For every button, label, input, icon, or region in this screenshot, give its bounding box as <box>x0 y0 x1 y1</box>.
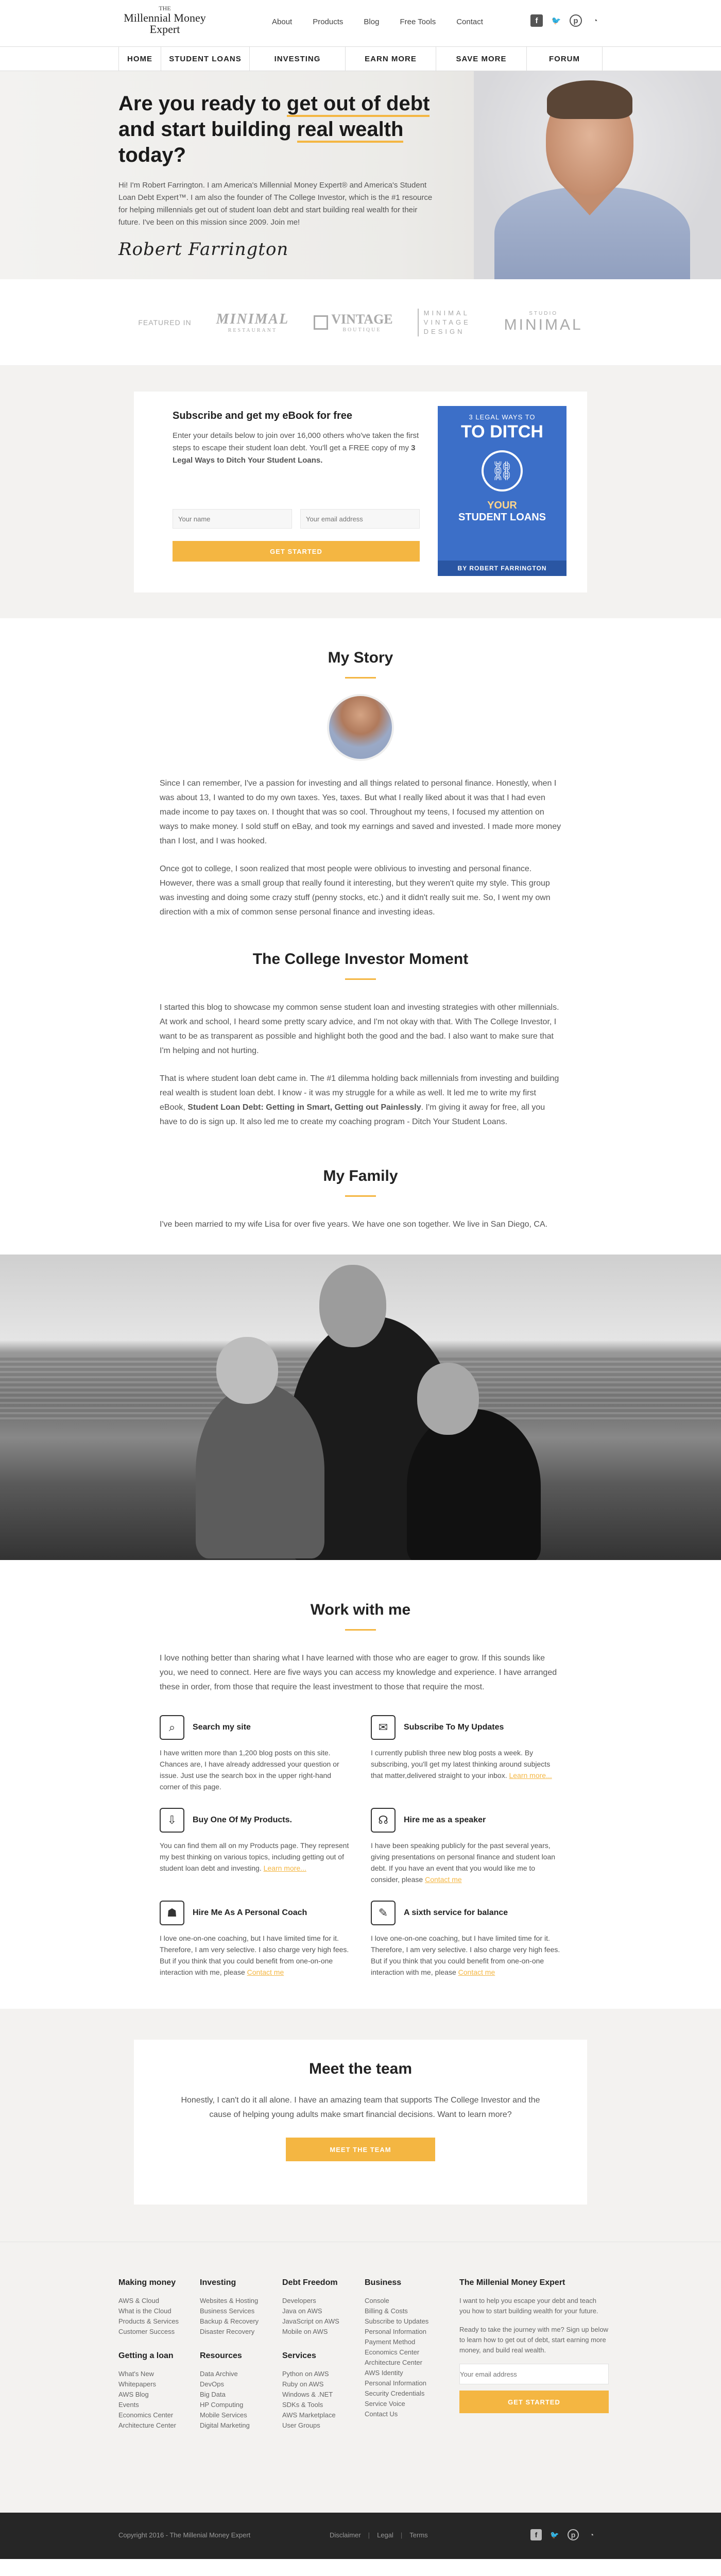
work-option-text: I have been speaking publicly for the past several years, giving presentations on personal finance and student loan debt. If you have an event that you would like me to consider, please <box>371 1841 556 1884</box>
college-investor-section <box>0 933 721 1129</box>
work-with-me-title: Work with me <box>310 1601 411 1618</box>
footer-link[interactable]: Security Credentials <box>365 2389 425 2397</box>
work-option-text: I love one-on-one coaching, but I have limited time for it. Therefore, I am very selective. I also charge very high fees. But if you think that you could benefit from one-on-one interaction with me, please <box>371 1934 560 1976</box>
footer-about-text: I want to help you escape your debt and teach you how to start building wealth for your future. <box>459 2297 598 2315</box>
footer-link[interactable]: AWS Marketplace <box>282 2411 336 2419</box>
top-bar <box>0 0 721 46</box>
work-option-text: I currently publish three new blog posts a week. By subscribing, you'll get my latest thinking around subjects that matter,delivered straight to your inbox. <box>371 1749 551 1780</box>
footer-col-title: Services <box>282 2351 316 2360</box>
college-investor-paragraph: I started this blog to showcase my common sense student loan and investing strategies with other millennials. At work and school, I heard some pretty scary advice, and I'm not okay with that. With The College Investor, I want to be as transparent as possible and highlight both the good and the bad. I also want to make sure that I'm helping and not hurting. <box>160 1003 559 1055</box>
ebook-author: BY ROBERT FARRINGTON <box>438 561 566 576</box>
footer-link[interactable]: AWS & Cloud <box>118 2297 159 2304</box>
meet-team-title: Meet the team <box>308 2060 413 2077</box>
my-story-paragraph: Since I can remember, I've a passion for investing and all things related to personal finance. Honestly, when I was about 13, I wanted to do my own taxes. Yes, taxes. But what I really liked about it was that I had even made income to pay taxes on. I thought that was so cool. Throughout my teens, I focused my attention on ways to make money. I sold stuff on eBay, and took my earnings and saved and invested. I made more money than I lost, and I was hooked. <box>160 779 561 845</box>
site-footer <box>0 2242 721 2513</box>
footer-link[interactable]: SDKs & Tools <box>282 2401 323 2409</box>
footer-link[interactable]: Console <box>365 2297 389 2304</box>
work-option-subscribe <box>371 1715 561 1792</box>
section-divider <box>345 978 376 980</box>
work-option-body <box>160 1840 350 1874</box>
contact-me-link[interactable]: Contact me <box>425 1875 462 1884</box>
work-option-search <box>160 1715 350 1792</box>
brand-name: MINIMAL <box>216 311 289 327</box>
disclaimer-link[interactable]: Disclaimer <box>330 2531 361 2539</box>
work-option-speaker <box>371 1808 561 1885</box>
logo-the: THE <box>159 5 171 12</box>
footer-link[interactable]: Ruby on AWS <box>282 2380 324 2388</box>
footer-link[interactable]: Disaster Recovery <box>200 2328 255 2335</box>
author-avatar <box>327 694 394 761</box>
hero-intro: Hi! I'm Robert Farrington. I am America's Millennial Money Expert® and America's Student Loan Debt Expert™. I am also the founder of The College Investor, which is the #1 resource for helping millennials get out of student loan debt and start building real wealth for their future. I've been on this mission since 2009. Join me! <box>118 181 433 227</box>
terms-link[interactable]: Terms <box>409 2531 428 2539</box>
footer-link[interactable]: Python on AWS <box>282 2370 329 2378</box>
footer-link[interactable]: Mobile on AWS <box>282 2328 328 2335</box>
footer-about-title: The Millenial Money Expert <box>459 2278 565 2287</box>
coach-icon: ☗ <box>160 1901 184 1925</box>
footer-about-text: Ready to take the journey with me? Sign up below to learn how to get out of debt, start earning more money, and build real wealth. <box>459 2326 609 2354</box>
my-family-section <box>0 1143 721 1560</box>
footer-link[interactable]: Economics Center <box>118 2411 174 2419</box>
work-option-body <box>160 1933 350 1978</box>
work-option-sixth <box>371 1901 561 1978</box>
college-investor-text <box>160 1001 561 1129</box>
ebook-cover <box>438 406 566 576</box>
work-with-me-intro-text: I love nothing better than sharing what I have learned with those who are eager to grow. If this sounds like you, we need to connect. Here are five ways you can access my knowledge and experience. I have arranged these in order, from those that require the least investment to those that require the most. <box>160 1654 557 1691</box>
my-story-paragraph: Once got to college, I soon realized that most people were oblivious to investing and personal finance. However, there was a small group that really found it interesting, but they weren't quite my style. This group was investing and doing some crazy stuff (penny stocks, etc.) and it didn't really suit me. So, I went my own direction with a mix of common sense personal finance and investing ideas. <box>160 865 551 917</box>
logo-line1: Millennial Money <box>124 11 206 24</box>
hero-section <box>0 71 721 279</box>
footer-link[interactable]: User Groups <box>282 2421 320 2429</box>
footer-link[interactable]: Java on AWS <box>282 2307 322 2315</box>
footer-link[interactable]: Mobile Services <box>200 2411 247 2419</box>
college-investor-p2-suffix: . I'm giving it away for free, all you have to do is sign up. It also led me to create my coaching program - Ditch Your Student Loans. <box>160 1103 545 1126</box>
footer-col-title: Investing <box>200 2278 236 2287</box>
main-nav-save-more[interactable]: SAVE MORE <box>436 47 526 71</box>
footer-get-started-button[interactable]: GET STARTED <box>459 2391 609 2413</box>
legal-link[interactable]: Legal <box>377 2531 393 2539</box>
bottom-bar <box>0 2513 721 2559</box>
footer-link[interactable]: What is the Cloud <box>118 2307 171 2315</box>
brand-name: VINTAGE <box>331 312 393 327</box>
hero-text <box>118 91 458 260</box>
top-nav-contact[interactable]: Contact <box>456 18 483 26</box>
learn-more-link[interactable]: Learn more... <box>263 1864 306 1872</box>
footer-col-investing <box>200 2278 277 2431</box>
footer-link[interactable]: Subscribe to Updates <box>365 2317 429 2325</box>
pinterest-icon[interactable]: p <box>570 14 582 27</box>
footer-col-title: Making money <box>118 2278 176 2287</box>
hero-title-part3: today? <box>118 144 186 166</box>
ebook-line3: YOUR <box>487 500 517 511</box>
subscribe-name-input[interactable] <box>173 509 292 529</box>
download-icon: ⇩ <box>160 1808 184 1833</box>
footer-link[interactable]: Personal Information <box>365 2328 426 2335</box>
work-option-text: I love one-on-one coaching, but I have limited time for it. Therefore, I am very selective. I also charge very high fees. But if you think that you could benefit from one-on-one interaction with me, please <box>160 1934 349 1976</box>
brand-logo-minimal-restaurant <box>216 311 289 333</box>
footer-col-business <box>365 2278 442 2419</box>
ebook-line1: 3 LEGAL WAYS TO <box>469 413 536 421</box>
footer-link[interactable]: Service Voice <box>365 2400 405 2408</box>
brand-sub: STUDIO <box>529 311 558 316</box>
work-with-me-intro <box>160 1651 561 1694</box>
pencil-icon: ✎ <box>371 1901 396 1925</box>
footer-link[interactable]: Developers <box>282 2297 316 2304</box>
footer-link[interactable]: Whitepapers <box>118 2380 156 2388</box>
hero-title-highlight2: real wealth <box>297 118 404 143</box>
work-option-title: A sixth service for balance <box>404 1908 508 1917</box>
footer-social <box>530 2529 597 2540</box>
top-nav-about[interactable]: About <box>272 18 293 26</box>
footer-link[interactable]: Architecture Center <box>365 2359 422 2366</box>
footer-link[interactable]: Economics Center <box>365 2348 420 2356</box>
rss-icon[interactable]: ◔ <box>593 16 598 25</box>
subscribe-section <box>0 366 721 618</box>
footer-email-input[interactable] <box>459 2364 609 2384</box>
contact-me-link[interactable]: Contact me <box>458 1968 495 1976</box>
my-family-title: My Family <box>323 1167 398 1184</box>
footer-link[interactable]: Windows & .NET <box>282 2391 333 2398</box>
hero-signature: Robert Farrington <box>118 239 289 260</box>
work-option-text: You can find them all on my Products page. They represent my best thinking on various topics, including getting out of student loan debt and investing. <box>160 1841 349 1872</box>
twitter-icon[interactable]: 🐦 <box>550 2530 559 2539</box>
work-options-grid <box>160 1715 561 1978</box>
envelope-icon: ✉ <box>371 1715 396 1740</box>
work-option-body <box>160 1747 350 1792</box>
subscribe-body-text: Enter your details below to join over 16,000 others who've taken the first steps to escape their student loan debt. You'll get a FREE copy of my <box>173 431 419 452</box>
brand-sub: BOUTIQUE <box>342 327 382 333</box>
brand-sub: RESTAURANT <box>228 328 278 333</box>
facebook-icon[interactable]: f <box>530 14 543 27</box>
footer-link[interactable]: JavaScript on AWS <box>282 2317 339 2325</box>
college-investor-paragraph <box>160 1072 561 1129</box>
learn-more-link[interactable]: Learn more... <box>509 1771 552 1780</box>
ebook-line4: STUDENT LOANS <box>458 512 546 523</box>
subscribe-email-input[interactable] <box>300 509 420 529</box>
my-story-section <box>0 618 721 920</box>
site-header <box>0 0 721 71</box>
college-investor-p2-prefix: That is where student loan debt came in. The #1 dilemma holding back millennials from investing and building real wealth is student loan debt. I know - it was my struggle for a while as well. It led me to write my first eBook, <box>160 1074 559 1112</box>
footer-col-making-money <box>118 2278 196 2431</box>
main-nav-earn-more[interactable]: EARN MORE <box>345 47 436 71</box>
main-nav-forum[interactable]: FORUM <box>526 47 603 71</box>
work-option-body <box>371 1933 561 1978</box>
work-option-body <box>371 1747 561 1781</box>
footer-link[interactable]: Products & Services <box>118 2317 179 2325</box>
speaker-icon: ☊ <box>371 1808 396 1833</box>
footer-link[interactable]: Backup & Recovery <box>200 2317 259 2325</box>
hero-portrait <box>474 71 721 279</box>
footer-link[interactable]: Payment Method <box>365 2338 416 2346</box>
footer-col-debt-freedom <box>282 2278 359 2431</box>
meet-team-body: Honestly, I can't do it all alone. I have an amazing team that supports The College Investor and the cause of helping young adults make smart financial decisions. Want to learn more? <box>181 2096 540 2119</box>
contact-me-link[interactable]: Contact me <box>247 1968 284 1976</box>
work-option-title: Subscribe To My Updates <box>404 1723 504 1732</box>
footer-link[interactable]: Websites & Hosting <box>200 2297 259 2304</box>
footer-col-title: Resources <box>200 2351 242 2360</box>
footer-link[interactable]: HP Computing <box>200 2401 244 2409</box>
my-story-title: My Story <box>328 649 393 666</box>
footer-link[interactable]: AWS Identity <box>365 2369 403 2377</box>
footer-link[interactable]: DevOps <box>200 2380 224 2388</box>
facebook-icon[interactable]: f <box>530 2529 542 2540</box>
work-option-products <box>160 1808 350 1885</box>
section-divider <box>345 1629 376 1631</box>
my-family-paragraph: I've been married to my wife Lisa for over five years. We have one son together. We live in San Diego, CA. <box>160 1220 548 1229</box>
work-with-me-section <box>0 1560 721 2009</box>
meet-team-button[interactable]: MEET THE TEAM <box>286 2138 435 2161</box>
subscribe-title: Subscribe and get my eBook for free <box>173 410 352 421</box>
hero-title-part2: and start building <box>118 118 297 141</box>
work-option-coach <box>160 1901 350 1978</box>
footer-link[interactable]: Contact Us <box>365 2410 398 2418</box>
work-option-title: Hire Me As A Personal Coach <box>193 1908 307 1917</box>
main-nav <box>0 46 721 71</box>
copyright-text: Copyright 2016 - The Millenial Money Expert <box>118 2531 251 2539</box>
ebook-line2: TO DITCH <box>461 422 543 442</box>
top-nav <box>272 18 504 26</box>
legal-links: Disclaimer | Legal | Terms <box>330 2531 428 2539</box>
footer-link[interactable]: Personal Information <box>365 2379 426 2387</box>
footer-link[interactable]: Big Data <box>200 2391 226 2398</box>
site-logo[interactable] <box>118 5 211 35</box>
work-option-title: Hire me as a speaker <box>404 1816 486 1824</box>
work-option-title: Search my site <box>193 1723 251 1732</box>
work-option-body <box>371 1840 561 1885</box>
footer-link[interactable]: AWS Blog <box>118 2391 149 2398</box>
footer-link[interactable]: What's New <box>118 2370 154 2378</box>
main-nav-student-loans[interactable]: STUDENT LOANS <box>161 47 249 71</box>
top-nav-products[interactable]: Products <box>313 18 344 26</box>
top-nav-free-tools[interactable]: Free Tools <box>400 18 436 26</box>
hero-title-highlight1: get out of debt <box>287 92 430 117</box>
footer-link[interactable]: Events <box>118 2401 139 2409</box>
logo-line2: Expert <box>149 23 180 36</box>
rss-icon[interactable]: ◔ <box>589 2531 594 2539</box>
subscribe-body <box>173 430 420 467</box>
footer-link[interactable]: Data Archive <box>200 2370 238 2378</box>
top-nav-blog[interactable]: Blog <box>364 18 380 26</box>
brand-logo-minimal-studio <box>504 311 583 334</box>
featured-in-bar <box>0 279 721 366</box>
twitter-icon[interactable]: 🐦 <box>551 16 561 25</box>
hero-title-part1: Are you ready to <box>118 92 287 115</box>
ebook-title-bold: Student Loan Debt: Getting in Smart, Getting out Painlessly <box>187 1103 421 1112</box>
brand-logo-vintage-boutique <box>314 312 392 333</box>
footer-col-title: Getting a loan <box>118 2351 174 2360</box>
ditch-icon: ⛓ <box>482 450 523 492</box>
section-divider <box>345 677 376 679</box>
header-social <box>530 14 602 27</box>
college-investor-title: The College Investor Moment <box>252 951 469 968</box>
footer-col-title: Business <box>365 2278 402 2287</box>
footer-link[interactable]: Business Services <box>200 2307 255 2315</box>
search-site-icon: ⌕ <box>160 1715 184 1740</box>
brand-logo-minimal-vintage-design: MINIMAL VINTAGE DESIGN <box>418 309 479 336</box>
work-option-text: I have written more than 1,200 blog posts on this site. Chances are, I have already addressed your question or issue. Just use the search box in the upper right-hand corner of this page. <box>160 1749 339 1791</box>
my-story-text <box>160 776 561 920</box>
footer-link[interactable]: Customer Success <box>118 2328 175 2335</box>
hero-title <box>118 91 458 168</box>
meet-team-section <box>0 2009 721 2242</box>
main-nav-home[interactable]: HOME <box>118 47 161 71</box>
subscribe-card <box>134 392 587 592</box>
subscribe-body-bold: 3 Legal Ways to Ditch Your Student Loans. <box>173 444 416 465</box>
pinterest-icon[interactable]: p <box>568 2529 579 2540</box>
footer-about <box>459 2278 609 2413</box>
footer-col-title: Debt Freedom <box>282 2278 338 2287</box>
my-family-text <box>160 1217 561 1232</box>
meet-team-card <box>134 2040 587 2205</box>
footer-link[interactable]: Digital Marketing <box>200 2421 250 2429</box>
main-nav-investing[interactable]: INVESTING <box>249 47 345 71</box>
footer-link[interactable]: Architecture Center <box>118 2421 176 2429</box>
brand-name: MINIMAL <box>504 316 583 333</box>
work-option-title: Buy One Of My Products. <box>193 1816 292 1824</box>
section-divider <box>345 1195 376 1197</box>
featured-label: FEATURED IN <box>138 318 192 327</box>
subscribe-get-started-button[interactable]: GET STARTED <box>173 541 420 562</box>
footer-link[interactable]: Billing & Costs <box>365 2307 408 2315</box>
family-photo <box>0 1255 721 1560</box>
